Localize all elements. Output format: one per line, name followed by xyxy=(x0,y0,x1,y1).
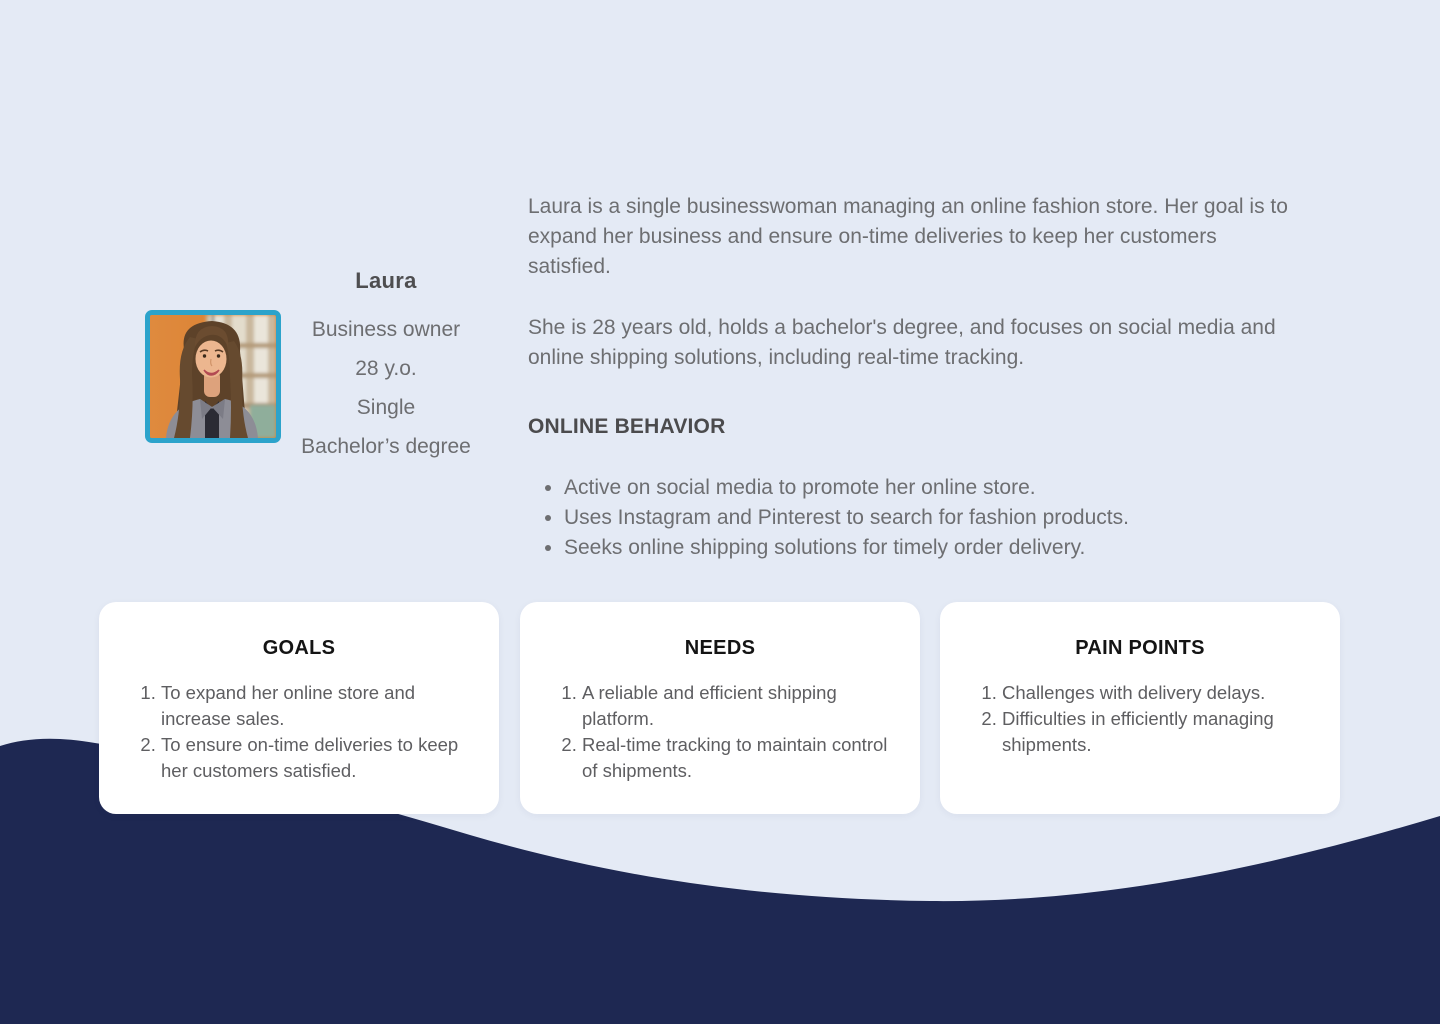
online-behavior-item: • Uses Instagram and Pinterest to search for fashion products. xyxy=(564,503,1300,533)
detail-marital-status: Single xyxy=(356,396,416,419)
detail-education: Bachelor’s degree xyxy=(301,435,471,458)
online-behavior-item: • Active on social media to promote her online store. xyxy=(564,473,1300,503)
pain-points-card xyxy=(940,602,1340,814)
online-behavior-title: ONLINE BEHAVIOR xyxy=(528,415,726,438)
persona-details xyxy=(293,315,479,461)
pain-points-card-title: PAIN POINTS xyxy=(1075,637,1205,659)
persona-name: Laura xyxy=(355,268,417,293)
online-behavior-item: • Seeks online shipping solutions for timely order delivery. xyxy=(564,533,1300,563)
goals-item: 2. To ensure on-time deliveries to keep her customers satisfied. xyxy=(161,732,475,784)
persona-summary xyxy=(528,192,1300,563)
needs-card-title: NEEDS xyxy=(684,637,756,659)
goals-card xyxy=(99,602,499,814)
needs-item: 1. A reliable and efficient shipping platform. xyxy=(582,680,896,732)
pain-points-item: 1. Challenges with delivery delays. xyxy=(1002,680,1316,706)
summary-paragraph-2: She is 28 years old, holds a bachelor's degree, and focuses on social media and online shipping solutions, including real-time tracking. xyxy=(528,316,1276,369)
detail-age: 28 y.o. xyxy=(355,357,417,380)
goals-item: 1. To expand her online store and increase sales. xyxy=(161,680,475,732)
needs-list xyxy=(520,680,920,784)
needs-item: 2. Real-time tracking to maintain control of shipments. xyxy=(582,732,896,784)
online-behavior-list xyxy=(528,473,1300,563)
profile-column xyxy=(293,268,479,471)
persona-photo xyxy=(145,310,281,443)
summary-paragraph-1: Laura is a single businesswoman managing an online fashion store. Her goal is to expand her business and ensure on-time deliveries to keep her customers satisfied. xyxy=(528,195,1288,278)
needs-card xyxy=(520,602,920,814)
pain-points-item: 2. Difficulties in efficiently managing shipments. xyxy=(1002,706,1316,758)
pain-points-list xyxy=(940,680,1340,758)
detail-occupation: Business owner xyxy=(311,318,461,341)
goals-card-title: GOALS xyxy=(262,637,336,659)
persona-photo-illustration xyxy=(150,315,276,438)
goals-list xyxy=(99,680,499,784)
